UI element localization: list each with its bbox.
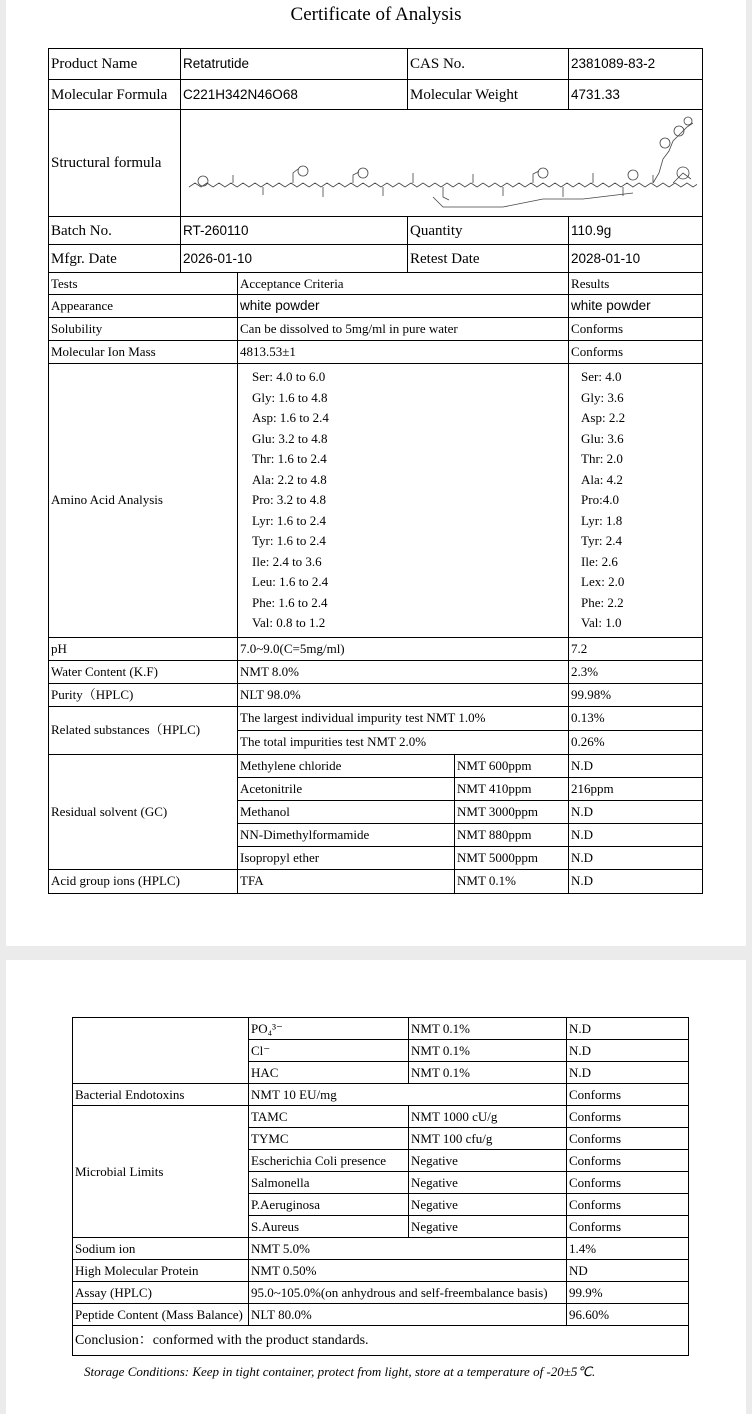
solvent-result: N.D bbox=[569, 800, 703, 823]
retest-date-value: 2028-01-10 bbox=[569, 245, 703, 273]
batch-value: RT-260110 bbox=[181, 217, 408, 245]
solvent-name: NN-Dimethylformamide bbox=[238, 823, 455, 846]
related-result: 0.13% bbox=[569, 706, 703, 730]
coa-table-continued bbox=[72, 1017, 689, 1356]
amino-acid-results bbox=[569, 364, 703, 638]
amino-criteria-item: Phe: 1.6 to 2.4 bbox=[252, 594, 328, 610]
amino-acid-criteria bbox=[238, 364, 569, 638]
test-name: Purity（HPLC) bbox=[49, 683, 238, 706]
microbial-name: P.Aeruginosa bbox=[249, 1194, 409, 1216]
ion-limit: NMT 0.1% bbox=[409, 1040, 567, 1062]
structural-formula-label: Structural formula bbox=[49, 110, 181, 217]
ion-name: PO₄³⁻ bbox=[249, 1018, 409, 1040]
peptide-structure-drawing bbox=[183, 113, 697, 213]
solvent-limit: NMT 600ppm bbox=[455, 754, 569, 777]
amino-criteria-item: Ile: 2.4 to 3.6 bbox=[252, 553, 322, 569]
amino-result-item: Glu: 3.6 bbox=[581, 430, 624, 446]
microbial-limit: NMT 1000 cU/g bbox=[409, 1106, 567, 1128]
test-criteria: NMT 5.0% bbox=[249, 1238, 567, 1260]
col-criteria-header: Acceptance Criteria bbox=[238, 273, 569, 295]
product-name-value: Retatrutide bbox=[181, 49, 408, 80]
test-name: Assay (HPLC) bbox=[73, 1282, 249, 1304]
test-result: Conforms bbox=[569, 341, 703, 364]
test-name: High Molecular Protein bbox=[73, 1260, 249, 1282]
formula-label: Molecular Formula bbox=[49, 80, 181, 110]
test-criteria: NMT 0.50% bbox=[249, 1260, 567, 1282]
coa-table bbox=[48, 48, 703, 894]
amino-acid-label: Amino Acid Analysis bbox=[49, 364, 238, 638]
test-name: Water Content (K.F) bbox=[49, 660, 238, 683]
microbial-limit: Negative bbox=[409, 1172, 567, 1194]
mfg-date-value: 2026-01-10 bbox=[181, 245, 408, 273]
microbial-result: Conforms bbox=[567, 1106, 689, 1128]
endotoxins-result: Conforms bbox=[567, 1084, 689, 1106]
amino-criteria-item: Thr: 1.6 to 2.4 bbox=[252, 451, 327, 466]
amino-criteria-item: Lyr: 1.6 to 2.4 bbox=[252, 512, 327, 528]
acid-group-label: Acid group ions (HPLC) bbox=[49, 869, 238, 893]
structural-formula-image bbox=[181, 110, 703, 217]
microbial-limits-label: Microbial Limits bbox=[73, 1106, 249, 1238]
microbial-name: TAMC bbox=[249, 1106, 409, 1128]
weight-value: 4731.33 bbox=[569, 80, 703, 110]
cas-label: CAS No. bbox=[408, 49, 569, 80]
solvent-result: N.D bbox=[569, 754, 703, 777]
related-criteria: The total impurities test NMT 2.0% bbox=[238, 730, 569, 754]
amino-criteria-item: Val: 0.8 to 1.2 bbox=[252, 615, 326, 630]
quantity-value: 110.9g bbox=[569, 217, 703, 245]
microbial-result: Conforms bbox=[567, 1194, 689, 1216]
endotoxins-criteria: NMT 10 EU/mg bbox=[249, 1084, 567, 1106]
cas-value: 2381089-83-2 bbox=[569, 49, 703, 80]
test-name: Molecular Ion Mass bbox=[49, 341, 238, 364]
amino-result-item: Tyr: 2.4 bbox=[581, 533, 623, 548]
test-criteria: NLT 80.0% bbox=[249, 1304, 567, 1326]
amino-result-item: Phe: 2.2 bbox=[581, 594, 624, 610]
test-criteria: NMT 8.0% bbox=[238, 660, 569, 683]
solvent-limit: NMT 410ppm bbox=[455, 777, 569, 800]
test-result: 99.9% bbox=[567, 1282, 689, 1304]
microbial-name: S.Aureus bbox=[249, 1216, 409, 1238]
ion-result: N.D bbox=[567, 1062, 689, 1084]
ion-result: N.D bbox=[567, 1040, 689, 1062]
residual-solvent-label: Residual solvent (GC) bbox=[49, 754, 238, 869]
certificate-page-1 bbox=[6, 0, 746, 946]
test-name: Appearance bbox=[49, 295, 238, 318]
amino-result-item: Ser: 4.0 bbox=[581, 369, 622, 384]
microbial-limit: Negative bbox=[409, 1216, 567, 1238]
solvent-result: 216ppm bbox=[569, 777, 703, 800]
ion-name: HAC bbox=[249, 1062, 409, 1084]
formula-value: C221H342N46O68 bbox=[181, 80, 408, 110]
amino-result-item: Gly: 3.6 bbox=[581, 389, 624, 405]
test-name: pH bbox=[49, 637, 238, 660]
product-name-label: Product Name bbox=[49, 49, 181, 80]
microbial-result: Conforms bbox=[567, 1150, 689, 1172]
test-criteria: Can be dissolved to 5mg/ml in pure water bbox=[238, 318, 569, 341]
amino-result-item: Ala: 4.2 bbox=[581, 471, 623, 487]
test-result: 2.3% bbox=[569, 660, 703, 683]
amino-result-item: Lex: 2.0 bbox=[581, 574, 625, 589]
microbial-limit: Negative bbox=[409, 1194, 567, 1216]
amino-result-item: Ile: 2.6 bbox=[581, 553, 618, 569]
solvent-name: Methanol bbox=[238, 800, 455, 823]
test-result: ND bbox=[567, 1260, 689, 1282]
amino-result-item: Thr: 2.0 bbox=[581, 451, 623, 466]
test-criteria: 95.0~105.0%(on anhydrous and self-freembalance basis) bbox=[249, 1282, 567, 1304]
retest-date-label: Retest Date bbox=[408, 245, 569, 273]
amino-criteria-item: Asp: 1.6 to 2.4 bbox=[252, 410, 329, 425]
amino-criteria-item: Glu: 3.2 to 4.8 bbox=[252, 430, 328, 446]
amino-result-item: Lyr: 1.8 bbox=[581, 512, 623, 528]
test-result: Conforms bbox=[569, 318, 703, 341]
test-criteria: white powder bbox=[238, 295, 569, 318]
certificate-page-2 bbox=[6, 960, 746, 1414]
conclusion-text: Conclusion：conformed with the product standards. bbox=[73, 1326, 689, 1356]
amino-criteria-item: Leu: 1.6 to 2.4 bbox=[252, 574, 329, 589]
amino-criteria-item: Ala: 2.2 to 4.8 bbox=[252, 471, 327, 487]
amino-criteria-item: Tyr: 1.6 to 2.4 bbox=[252, 533, 326, 548]
ion-limit: NMT 0.1% bbox=[409, 1062, 567, 1084]
solvent-name: Methylene chloride bbox=[238, 754, 455, 777]
ion-limit: NMT 0.1% bbox=[409, 1018, 567, 1040]
acid-group-limit: NMT 0.1% bbox=[455, 869, 569, 893]
solvent-result: N.D bbox=[569, 846, 703, 869]
test-name: Sodium ion bbox=[73, 1238, 249, 1260]
test-name: Peptide Content (Mass Balance) bbox=[73, 1304, 249, 1326]
ions-blank-cell bbox=[73, 1018, 249, 1084]
col-tests-header: Tests bbox=[49, 273, 238, 295]
mfg-date-label: Mfgr. Date bbox=[49, 245, 181, 273]
col-results-header: Results bbox=[569, 273, 703, 295]
test-criteria: NLT 98.0% bbox=[238, 683, 569, 706]
microbial-result: Conforms bbox=[567, 1216, 689, 1238]
microbial-name: Escherichia Coli presence bbox=[249, 1150, 409, 1172]
test-criteria: 4813.53±1 bbox=[238, 341, 569, 364]
related-result: 0.26% bbox=[569, 730, 703, 754]
related-substances-label: Related substances（HPLC) bbox=[49, 706, 238, 754]
test-name: Solubility bbox=[49, 318, 238, 341]
test-criteria: 7.0~9.0(C=5mg/ml) bbox=[238, 637, 569, 660]
solvent-limit: NMT 880ppm bbox=[455, 823, 569, 846]
solvent-limit: NMT 3000ppm bbox=[455, 800, 569, 823]
batch-label: Batch No. bbox=[49, 217, 181, 245]
microbial-limit: NMT 100 cfu/g bbox=[409, 1128, 567, 1150]
test-result: 96.60% bbox=[567, 1304, 689, 1326]
quantity-label: Quantity bbox=[408, 217, 569, 245]
ion-name: Cl⁻ bbox=[249, 1040, 409, 1062]
amino-result-item: Val: 1.0 bbox=[581, 615, 622, 630]
amino-result-item: Asp: 2.2 bbox=[581, 410, 626, 425]
microbial-result: Conforms bbox=[567, 1128, 689, 1150]
test-result: white powder bbox=[569, 295, 703, 318]
solvent-result: N.D bbox=[569, 823, 703, 846]
solvent-limit: NMT 5000ppm bbox=[455, 846, 569, 869]
solvent-name: Acetonitrile bbox=[238, 777, 455, 800]
storage-conditions: Storage Conditions: Keep in tight container, protect from light, store at a temperature of -20±5℃. bbox=[84, 1364, 596, 1379]
acid-group-result: N.D bbox=[569, 869, 703, 893]
amino-criteria-item: Pro: 3.2 to 4.8 bbox=[252, 492, 327, 507]
microbial-name: Salmonella bbox=[249, 1172, 409, 1194]
test-result: 1.4% bbox=[567, 1238, 689, 1260]
microbial-name: TYMC bbox=[249, 1128, 409, 1150]
test-result: 7.2 bbox=[569, 637, 703, 660]
weight-label: Molecular Weight bbox=[408, 80, 569, 110]
amino-criteria-item: Gly: 1.6 to 4.8 bbox=[252, 389, 328, 405]
ion-result: N.D bbox=[567, 1018, 689, 1040]
microbial-result: Conforms bbox=[567, 1172, 689, 1194]
microbial-limit: Negative bbox=[409, 1150, 567, 1172]
solvent-name: Isopropyl ether bbox=[238, 846, 455, 869]
test-result: 99.98% bbox=[569, 683, 703, 706]
acid-group-name: TFA bbox=[238, 869, 455, 893]
amino-criteria-item: Ser: 4.0 to 6.0 bbox=[252, 369, 326, 384]
document-title: Certificate of Analysis bbox=[290, 4, 462, 25]
amino-result-item: Pro:4.0 bbox=[581, 492, 619, 507]
endotoxins-label: Bacterial Endotoxins bbox=[73, 1084, 249, 1106]
related-criteria: The largest individual impurity test NMT 1.0% bbox=[238, 706, 569, 730]
